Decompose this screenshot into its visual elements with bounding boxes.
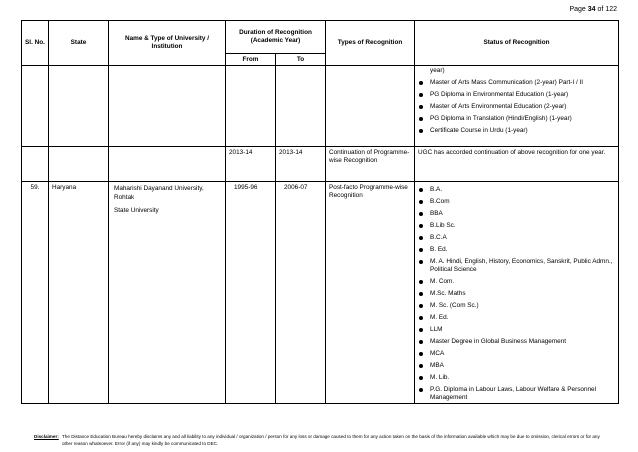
- col-state: State: [49, 21, 109, 66]
- bullet-icon: [419, 188, 423, 192]
- page-number: [569, 6, 617, 13]
- cont-from-cell: [226, 66, 276, 147]
- bullet-icon: [419, 340, 423, 344]
- col-to: To: [276, 54, 326, 66]
- list-item: MCA: [418, 350, 615, 358]
- list-item: PG Diploma in Environmental Education (1-year): [418, 91, 615, 99]
- list-item: M. Ed.: [418, 314, 615, 322]
- row59-status-cell: [415, 182, 619, 404]
- page-total: 122: [605, 6, 617, 13]
- bullet-icon: [419, 376, 423, 380]
- cont-state-cell: [49, 66, 109, 147]
- list-item: B. Ed.: [418, 246, 615, 254]
- ugc-state-cell: [49, 147, 109, 182]
- bullet-icon: [419, 316, 423, 320]
- cont-sl-cell: [22, 66, 49, 147]
- bullet-icon: [419, 200, 423, 204]
- bullet-icon: [419, 260, 423, 264]
- cont-name-cell: [109, 66, 226, 147]
- col-sl: Sl. No.: [22, 21, 49, 66]
- list-item: LLM: [418, 326, 615, 334]
- row59-name: Maharishi Dayanand University, Rohtak: [114, 185, 204, 201]
- list-item: M. Sc. (Com Sc.): [418, 302, 615, 310]
- recognition-table: [21, 20, 619, 404]
- bullet-icon: [419, 352, 423, 356]
- page-of: of: [597, 6, 604, 13]
- disclaimer-text: The Distance Education Bureau hereby disclaims any and all liability to any individual / organization / person for any loss or damage caused to them for any action taken on the basis of the information available which may be due to omission, clerical errors or for any other reason whatsoever. Error (if any) may kindly be communicated to DEC.: [62, 434, 600, 446]
- list-item: M. Com.: [418, 278, 615, 286]
- row59-inst-type: State University: [114, 207, 159, 214]
- bullet-icon: [419, 248, 423, 252]
- list-item: M. A. Hindi, English, History, Economics, Sanskrit, Public Admn., Political Science: [418, 258, 615, 274]
- bullet-icon: [419, 328, 423, 332]
- header-row: [22, 21, 619, 54]
- col-status: Status of Recognition: [415, 21, 619, 66]
- cont-list: [418, 79, 615, 135]
- list-item: P.G. Diploma in Labour Laws, Labour Welfare & Personnel Management: [418, 386, 615, 402]
- list-item: Master Degree in Global Business Management: [418, 338, 615, 346]
- ugc-to: 2013-14: [276, 147, 326, 182]
- bullet-icon: [419, 93, 423, 97]
- table-row: [22, 66, 619, 147]
- row59-type: Post-facto Programme-wise Recognition: [326, 182, 415, 404]
- row59-sl: 59.: [22, 182, 49, 404]
- cont-leading-text: year): [430, 67, 445, 74]
- col-name: Name & Type of University / Institution: [109, 21, 226, 66]
- list-item: Master of Arts Mass Communication (2-year) Part-I / II: [418, 79, 615, 87]
- ugc-sl-cell: [22, 147, 49, 182]
- list-item: Master of Arts Environmental Education (2-year): [418, 103, 615, 111]
- ugc-from: 2013-14: [226, 147, 276, 182]
- list-item: M. Lib.: [418, 374, 615, 382]
- col-from: From: [226, 54, 276, 66]
- row59-name-cell: [109, 182, 226, 404]
- cont-status-cell: [415, 66, 619, 147]
- col-duration: Duration of Recognition (Academic Year): [226, 21, 326, 54]
- bullet-icon: [419, 364, 423, 368]
- row59-from: 1995-96: [226, 182, 276, 404]
- bullet-icon: [419, 236, 423, 240]
- disclaimer: [34, 434, 614, 446]
- cont-type-cell: [326, 66, 415, 147]
- list-item: Certificate Course in Urdu (1-year): [418, 127, 615, 135]
- bullet-icon: [419, 388, 423, 392]
- bullet-icon: [419, 81, 423, 85]
- bullet-icon: [419, 117, 423, 121]
- list-item: MBA: [418, 362, 615, 370]
- ugc-name-cell: [109, 147, 226, 182]
- row59-list: [418, 186, 615, 402]
- bullet-icon: [419, 224, 423, 228]
- table-row: [22, 147, 619, 182]
- table-row: [22, 182, 619, 404]
- list-item: B.Lib Sc.: [418, 222, 615, 230]
- cont-to-cell: [276, 66, 326, 147]
- list-item: BBA: [418, 210, 615, 218]
- list-item: PG Diploma in Translation (Hindi/English) (1-year): [418, 115, 615, 123]
- bullet-icon: [419, 292, 423, 296]
- page-current: 34: [587, 6, 596, 13]
- row59-state: Haryana: [49, 182, 109, 404]
- bullet-icon: [419, 280, 423, 284]
- col-types: Types of Recognition: [326, 21, 415, 66]
- bullet-icon: [419, 304, 423, 308]
- bullet-icon: [419, 212, 423, 216]
- disclaimer-label: Disclaimer:: [34, 434, 59, 439]
- ugc-status: UGC has accorded continuation of above recognition for one year.: [415, 147, 619, 182]
- bullet-icon: [419, 105, 423, 109]
- list-item: B.A.: [418, 186, 615, 194]
- list-item: B.C.A: [418, 234, 615, 242]
- ugc-type: Continuation of Programme-wise Recognition: [326, 147, 415, 182]
- row59-to: 2006-07: [276, 182, 326, 404]
- bullet-icon: [419, 129, 423, 133]
- list-item: B.Com: [418, 198, 615, 206]
- page-prefix: Page: [569, 6, 586, 13]
- list-item: M.Sc. Maths: [418, 290, 615, 298]
